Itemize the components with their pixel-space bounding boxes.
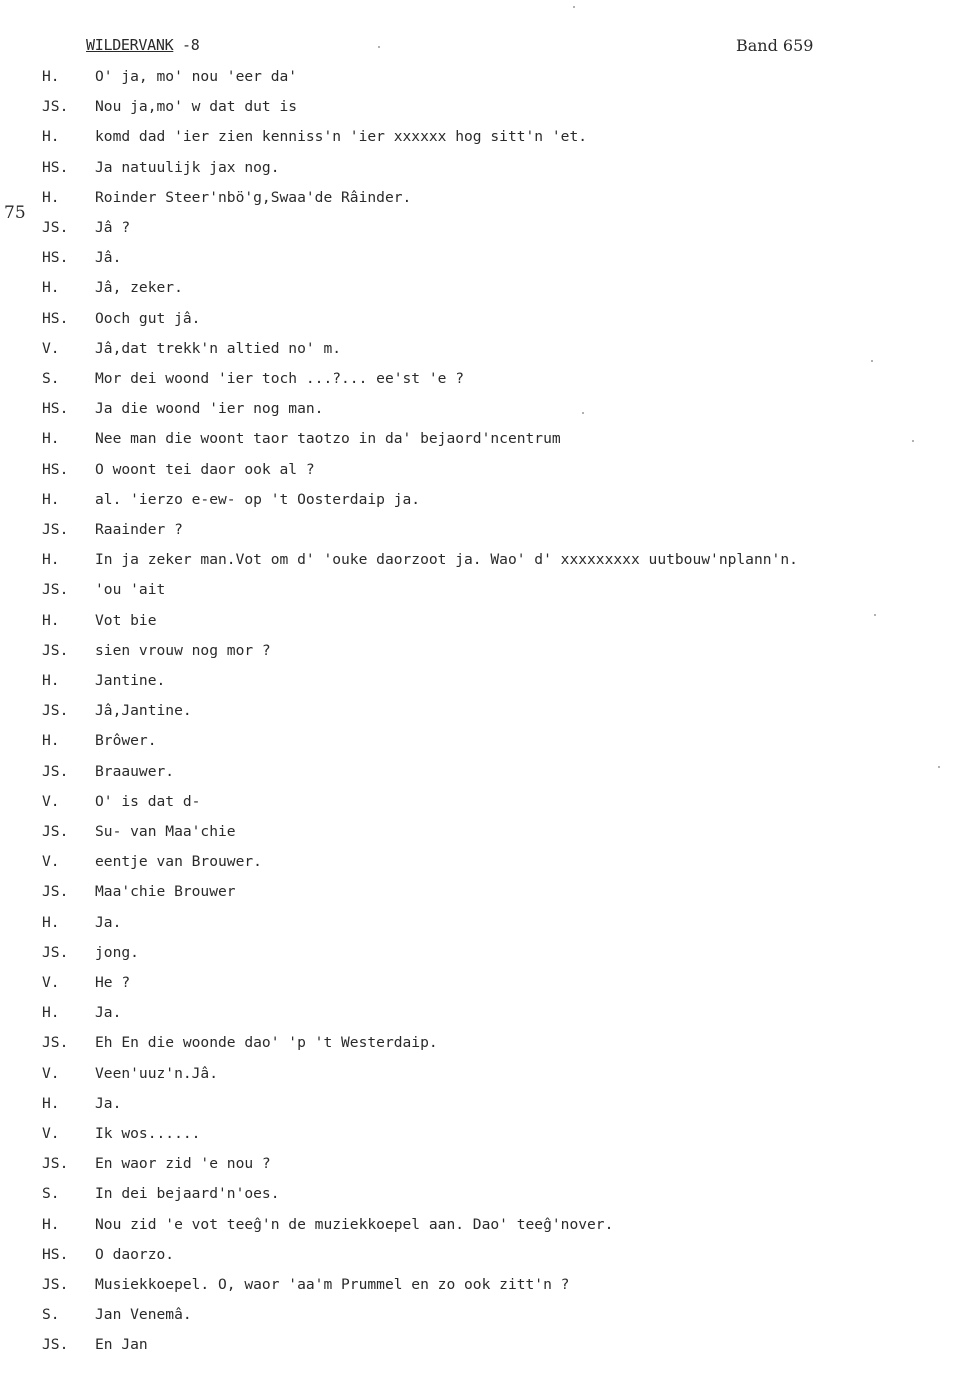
utterance-text: Su- van Maa'chie	[95, 823, 236, 840]
speaker-label: H.	[42, 1095, 60, 1112]
utterance-text: Vot bie	[95, 612, 157, 629]
transcript-line	[0, 1063, 979, 1085]
band-number: Band 659	[736, 36, 814, 55]
transcript-line	[0, 670, 979, 692]
speaker-label: JS.	[42, 944, 69, 961]
utterance-text: Ja.	[95, 914, 122, 931]
utterance-text: Maa'chie Brouwer	[95, 883, 236, 900]
speaker-label: JS.	[42, 521, 69, 538]
utterance-text: Brôwer.	[95, 732, 157, 749]
speaker-label: H.	[42, 612, 60, 629]
transcript-line	[0, 489, 979, 511]
transcript-line	[0, 640, 979, 662]
utterance-text: O' ja, mo' nou 'eer da'	[95, 68, 298, 85]
transcript-line	[0, 1274, 979, 1296]
scan-speck	[871, 360, 873, 362]
transcript-line	[0, 157, 979, 179]
transcript-line	[0, 1153, 979, 1175]
utterance-text: jong.	[95, 944, 139, 961]
scan-speck	[938, 766, 940, 768]
speaker-label: HS.	[42, 1246, 69, 1263]
speaker-label: HS.	[42, 159, 69, 176]
scan-speck	[874, 614, 876, 616]
utterance-text: Jâ, zeker.	[95, 279, 183, 296]
utterance-text: He ?	[95, 974, 131, 991]
speaker-label: JS.	[42, 1034, 69, 1051]
transcript-line	[0, 1093, 979, 1115]
utterance-text: 'ou 'ait	[95, 581, 166, 598]
speaker-label: JS.	[42, 1336, 69, 1353]
utterance-text: Ja.	[95, 1095, 122, 1112]
speaker-label: H.	[42, 128, 60, 145]
transcript-line	[0, 187, 979, 209]
utterance-text: O' is dat d-	[95, 793, 201, 810]
utterance-text: In ja zeker man.Vot om d' 'ouke daorzoot ja. Wao' d' xxxxxxxxx uutbouw'nplann'n.	[95, 551, 798, 568]
speaker-label: S.	[42, 1185, 60, 1202]
utterance-text: Veen'uuz'n.Jâ.	[95, 1065, 219, 1082]
speaker-label: V.	[42, 1125, 60, 1142]
transcript-line	[0, 942, 979, 964]
utterance-text: Nou ja,mo' w dat dut is	[95, 98, 298, 115]
scan-speck	[912, 440, 914, 442]
transcript-line	[0, 700, 979, 722]
transcript-line	[0, 1123, 979, 1145]
transcript-line	[0, 610, 979, 632]
speaker-label: JS.	[42, 1155, 69, 1172]
transcript-line	[0, 428, 979, 450]
utterance-text: Jâ.	[95, 249, 122, 266]
transcript-line	[0, 126, 979, 148]
utterance-text: Nou zid 'e vot teeĝ'n de muziekkoepel aan. Dao' teeĝ'nover.	[95, 1216, 614, 1233]
speaker-label: V.	[42, 974, 60, 991]
speaker-label: H.	[42, 279, 60, 296]
transcript-line	[0, 1214, 979, 1236]
utterance-text: Jâ ?	[95, 219, 131, 236]
transcript-line	[0, 217, 979, 239]
transcript-line	[0, 368, 979, 390]
speaker-label: H.	[42, 68, 60, 85]
utterance-text: Ja natuulijk jax nog.	[95, 159, 280, 176]
utterance-text: Jâ,Jantine.	[95, 702, 192, 719]
speaker-label: JS.	[42, 1276, 69, 1293]
utterance-text: Ik wos......	[95, 1125, 201, 1142]
speaker-label: V.	[42, 340, 60, 357]
speaker-label: H.	[42, 430, 60, 447]
utterance-text: Ja.	[95, 1004, 122, 1021]
transcript-line	[0, 1304, 979, 1326]
speaker-label: HS.	[42, 249, 69, 266]
transcript-line	[0, 1032, 979, 1054]
speaker-label: S.	[42, 370, 60, 387]
utterance-text: Jâ,dat trekk'n altied no' m.	[95, 340, 342, 357]
speaker-label: V.	[42, 853, 60, 870]
transcript-line	[0, 881, 979, 903]
speaker-label: H.	[42, 732, 60, 749]
margin-number: 75	[4, 203, 26, 223]
transcript-line	[0, 398, 979, 420]
speaker-label: H.	[42, 189, 60, 206]
transcript-line	[0, 459, 979, 481]
utterance-text: O woont tei daor ook al ?	[95, 461, 315, 478]
speaker-label: JS.	[42, 702, 69, 719]
transcript-line	[0, 96, 979, 118]
transcript-line	[0, 791, 979, 813]
utterance-text: Jan Venemâ.	[95, 1306, 192, 1323]
utterance-text: eentje van Brouwer.	[95, 853, 262, 870]
utterance-text: al. 'ierzo e-ew- op 't Oosterdaip ja.	[95, 491, 421, 508]
transcript-line	[0, 972, 979, 994]
speaker-label: JS.	[42, 823, 69, 840]
utterance-text: En Jan	[95, 1336, 148, 1353]
speaker-label: JS.	[42, 883, 69, 900]
transcript-line	[0, 338, 979, 360]
speaker-label: H.	[42, 672, 60, 689]
utterance-text: Jantine.	[95, 672, 166, 689]
speaker-label: H.	[42, 914, 60, 931]
transcript-line	[0, 1002, 979, 1024]
transcript-line	[0, 549, 979, 571]
transcript-line	[0, 761, 979, 783]
speaker-label: H.	[42, 1216, 60, 1233]
document-title-place: WILDERVANK	[86, 36, 174, 54]
speaker-label: H.	[42, 491, 60, 508]
transcript-line	[0, 1183, 979, 1205]
speaker-label: JS.	[42, 763, 69, 780]
transcript-line	[0, 519, 979, 541]
utterance-text: Raainder ?	[95, 521, 183, 538]
speaker-label: JS.	[42, 581, 69, 598]
speaker-label: HS.	[42, 400, 69, 417]
transcript-line	[0, 308, 979, 330]
speaker-label: HS.	[42, 461, 69, 478]
speaker-label: H.	[42, 1004, 60, 1021]
speaker-label: HS.	[42, 310, 69, 327]
transcript-line	[0, 579, 979, 601]
transcript-line	[0, 730, 979, 752]
utterance-text: Musiekkoepel. O, waor 'aa'm Prummel en zo ook zitt'n ?	[95, 1276, 570, 1293]
scan-speck	[378, 46, 380, 48]
utterance-text: En waor zid 'e nou ?	[95, 1155, 271, 1172]
utterance-text: Braauwer.	[95, 763, 175, 780]
utterance-text: Mor dei woond 'ier toch ...?... ee'st 'e ?	[95, 370, 465, 387]
transcript-line	[0, 1244, 979, 1266]
transcript-line	[0, 821, 979, 843]
document-title-page: -8	[173, 36, 200, 54]
transcript-line	[0, 66, 979, 88]
utterance-text: Nee man die woont taor taotzo in da' bejaord'ncentrum	[95, 430, 561, 447]
utterance-text: Ja die woond 'ier nog man.	[95, 400, 324, 417]
transcript-line	[0, 912, 979, 934]
utterance-text: komd dad 'ier zien kenniss'n 'ier xxxxxx hog sitt'n 'et.	[95, 128, 588, 145]
utterance-text: sien vrouw nog mor ?	[95, 642, 271, 659]
scan-speck	[582, 412, 584, 414]
speaker-label: JS.	[42, 219, 69, 236]
utterance-text: In dei bejaard'n'oes.	[95, 1185, 280, 1202]
transcript-line	[0, 277, 979, 299]
utterance-text: O daorzo.	[95, 1246, 175, 1263]
speaker-label: S.	[42, 1306, 60, 1323]
speaker-label: JS.	[42, 642, 69, 659]
utterance-text: Ooch gut jâ.	[95, 310, 201, 327]
transcript-line	[0, 247, 979, 269]
utterance-text: Roinder Steer'nbö'g,Swaa'de Râinder.	[95, 189, 412, 206]
speaker-label: H.	[42, 551, 60, 568]
transcript-line	[0, 851, 979, 873]
speaker-label: V.	[42, 793, 60, 810]
scan-speck	[573, 6, 575, 8]
transcript-line	[0, 1334, 979, 1356]
document-title	[86, 36, 200, 54]
utterance-text: Eh En die woonde dao' 'p 't Westerdaip.	[95, 1034, 438, 1051]
speaker-label: JS.	[42, 98, 69, 115]
speaker-label: V.	[42, 1065, 60, 1082]
